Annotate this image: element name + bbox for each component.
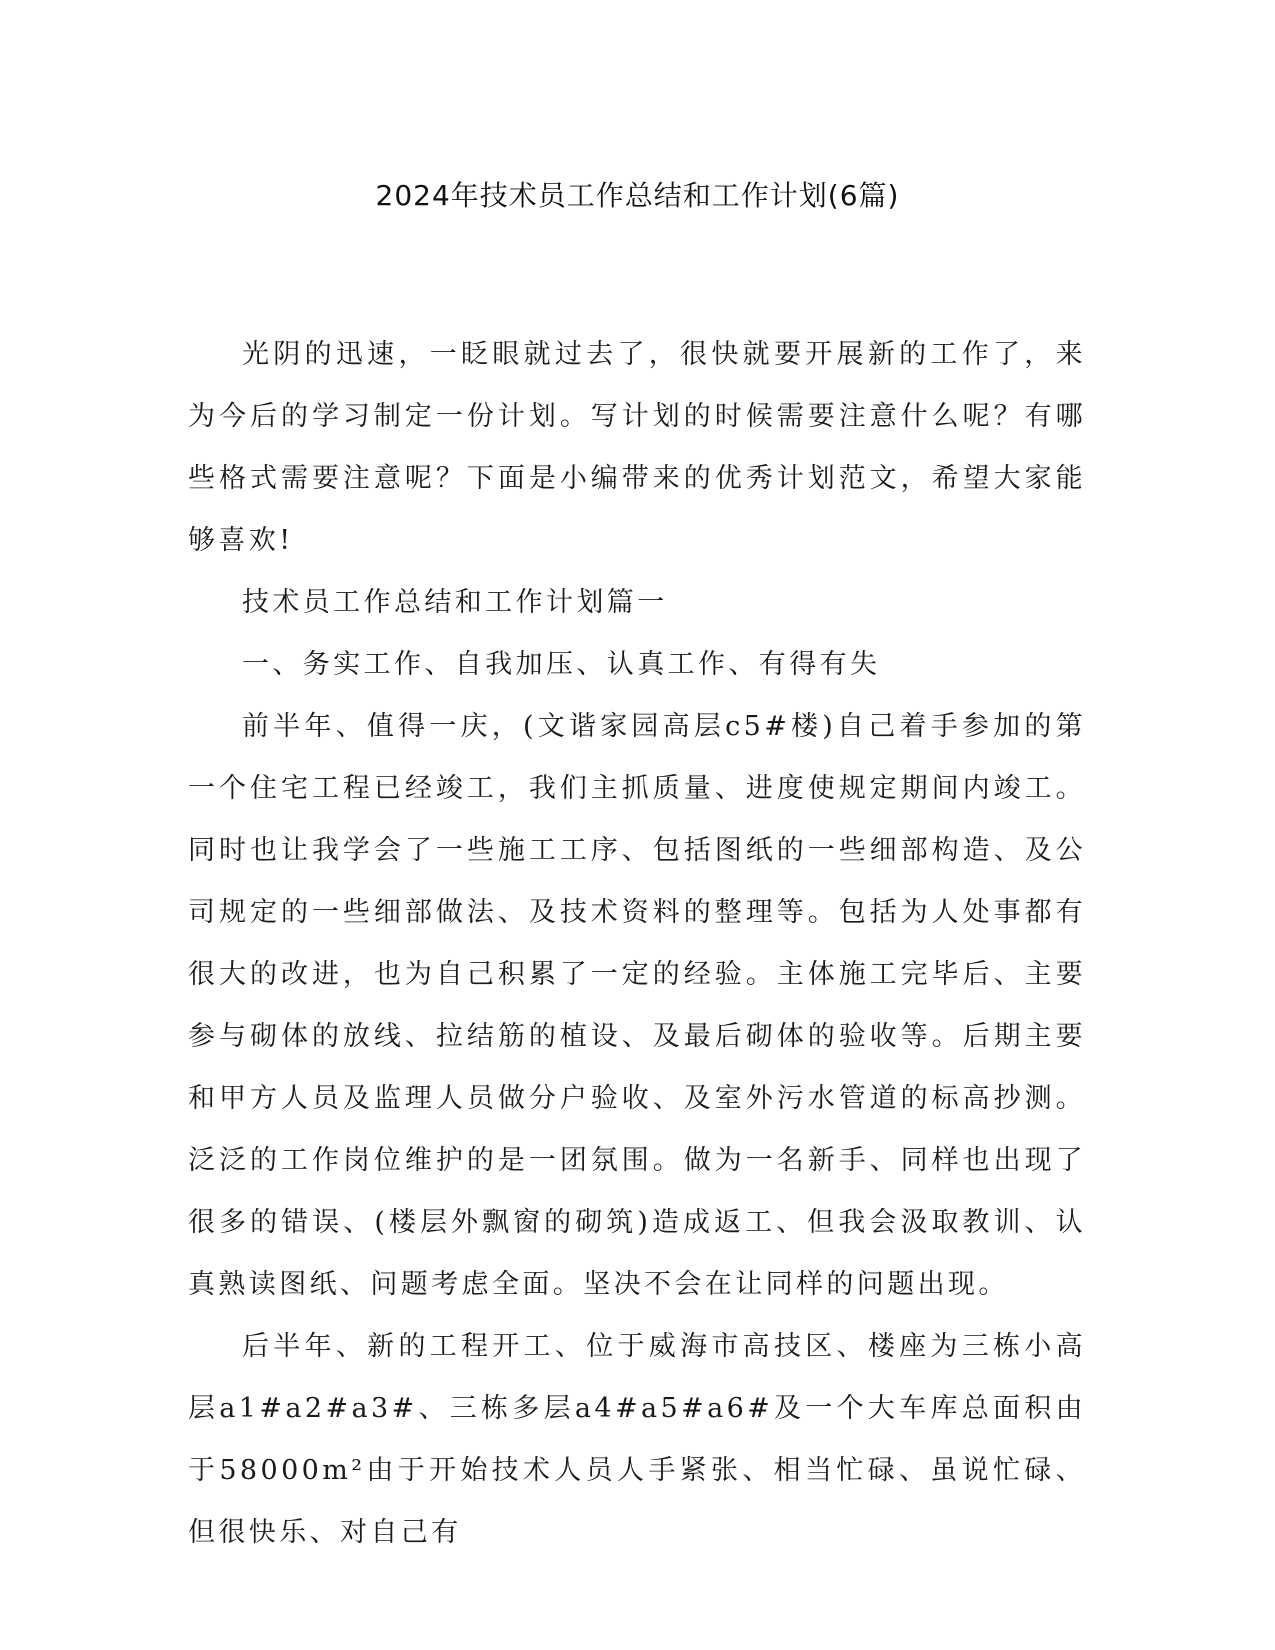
body-paragraph-1: 前半年、值得一庆，(文谐家园高层c5#楼)自己着手参加的第一个住宅工程已经竣工，我们主抓质量、进度使规定期间内竣工。同时也让我学会了一些施工工序、包括图纸的一些细部构造、及公司规定的一些细部做法、及技术资料的整理等。包括为人处事都有很大的改进，也为自己积累了一定的经验。主体施工完毕后、主要参与砌体的放线、拉结筋的植设、及最后砌体的验收等。后期主要和甲方人员及监理人员做分户验收、及室外污水管道的标高抄测。泛泛的工作岗位维护的是一团氛围。做为一名新手、同样也出现了很多的错误、(楼层外飘窗的砌筑)造成返工、但我会汲取教训、认真熟读图纸、问题考虑全面。坚决不会在让同样的问题出现。 bbox=[188, 711, 1086, 1300]
intro-paragraph: 光阴的迅速，一眨眼就过去了，很快就要开展新的工作了，来为今后的学习制定一份计划。写计划的时候需要注意什么呢？有哪些格式需要注意呢？下面是小编带来的优秀计划范文，希望大家能够喜欢! bbox=[188, 339, 1086, 556]
subsection-heading: 一、务实工作、自我加压、认真工作、有得有失 bbox=[242, 649, 881, 680]
document-title: 2024年技术员工作总结和工作计划(6篇) bbox=[375, 179, 900, 212]
document-body bbox=[188, 324, 1086, 1564]
body-paragraph-2: 后半年、新的工程开工、位于威海市高技区、楼座为三栋小高层a1#a2#a3#、三栋多层a4#a5#a6#及一个大车库总面积由于58000m²由于开始技术人员人手紧张、相当忙碌、虽说忙碌、但很快乐、对自己有 bbox=[188, 1331, 1086, 1548]
section-heading: 技术员工作总结和工作计划篇一 bbox=[242, 587, 668, 618]
